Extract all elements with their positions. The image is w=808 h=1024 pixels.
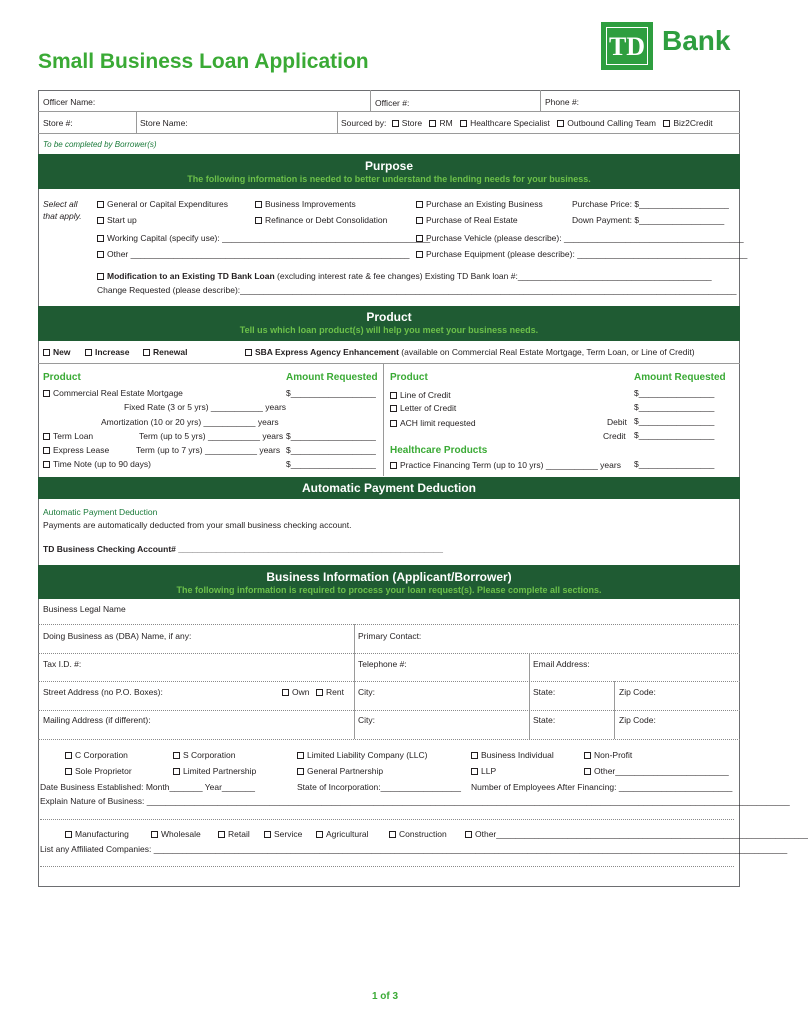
entity-general-partnership[interactable] [297, 766, 383, 776]
entity-individual[interactable] [471, 750, 554, 760]
mailing-zip-label: Zip Code: [619, 715, 656, 725]
type-increase[interactable] [85, 347, 130, 357]
dba-label: Doing Business as (DBA) Name, if any: [43, 631, 192, 641]
industry-service[interactable] [264, 829, 302, 839]
rent-label: Rent [326, 687, 344, 697]
fixed-rate-field[interactable]: Fixed Rate (3 or 5 yrs) ___________ years [124, 402, 287, 412]
refinance-label: Refinance or Debt Consolidation [265, 215, 388, 225]
service-checkbox[interactable] [264, 831, 271, 838]
sourced-by-label: Sourced by: [341, 118, 387, 128]
letter-of-credit[interactable] [390, 403, 456, 413]
sourced-by [341, 118, 713, 128]
ach-limit[interactable] [390, 418, 476, 428]
service-label: Service [274, 829, 303, 839]
employees-field[interactable]: Number of Employees After Financing: ________________________ [471, 782, 733, 792]
purpose-modification[interactable] [97, 271, 712, 281]
auto-payment-header [38, 477, 740, 499]
purpose-equipment[interactable] [416, 249, 747, 259]
entity-other-checkbox[interactable] [584, 768, 591, 775]
purpose-improvements[interactable] [255, 199, 356, 209]
purpose-vehicle[interactable] [416, 233, 744, 243]
entity-nonprofit[interactable] [584, 750, 632, 760]
zip-label: Zip Code: [619, 687, 656, 697]
page-title: Small Business Loan Application [38, 50, 369, 73]
primary-contact-label: Primary Contact: [358, 631, 422, 641]
individual-label: Business Individual [481, 750, 554, 760]
debit-amount-field[interactable]: $________________ [634, 416, 715, 426]
source-rm-checkbox[interactable] [429, 120, 436, 127]
nonprofit-checkbox[interactable] [584, 752, 591, 759]
practice-checkbox[interactable] [390, 462, 397, 469]
s-corp-label: S Corporation [183, 750, 236, 760]
industry-manufacturing[interactable] [65, 829, 129, 839]
industry-other-label: Other__________________________________________________________________ [475, 829, 808, 839]
s-corp-checkbox[interactable] [173, 752, 180, 759]
entity-limited-partnership[interactable] [173, 766, 256, 776]
business-info-subtitle: The following information is required to process your loan request(s). Please complete all sections. [176, 585, 602, 595]
mailing-city-label: City: [358, 715, 375, 725]
source-rm-label: RM [439, 118, 453, 128]
entity-s-corp[interactable] [173, 750, 235, 760]
manufacturing-checkbox[interactable] [65, 831, 72, 838]
wholesale-label: Wholesale [161, 829, 201, 839]
cre-label: Commercial Real Estate Mortgage [53, 388, 183, 398]
type-new[interactable] [43, 347, 70, 357]
c-corp-checkbox[interactable] [65, 752, 72, 759]
product-header [38, 306, 740, 341]
own-option[interactable] [282, 687, 309, 697]
time-note-label: Time Note (up to 90 days) [53, 459, 151, 469]
mailing-label: Mailing Address (if different): [43, 715, 151, 725]
auto-payment-subhead: Automatic Payment Deduction [43, 507, 158, 517]
entity-llc[interactable] [297, 750, 427, 760]
real-estate-checkbox[interactable] [416, 217, 423, 224]
entity-sole-prop[interactable] [65, 766, 132, 776]
other-label: Other ___________________________________________________________ [107, 249, 410, 259]
industry-agricultural[interactable] [316, 829, 369, 839]
source-outbound-label: Outbound Calling Team [567, 118, 656, 128]
line-of-credit[interactable] [390, 390, 451, 400]
purpose-working-capital[interactable] [97, 233, 430, 243]
modification-checkbox[interactable] [97, 273, 104, 280]
llc-label: Limited Liability Company (LLC) [307, 750, 428, 760]
type-renewal[interactable] [143, 347, 188, 357]
express-lease-amount-field[interactable]: $__________________ [286, 445, 376, 455]
own-checkbox[interactable] [282, 689, 289, 696]
source-healthcare-checkbox[interactable] [460, 120, 467, 127]
cre-mortgage[interactable] [43, 388, 183, 398]
construction-label: Construction [399, 829, 447, 839]
express-lease-checkbox[interactable] [43, 447, 50, 454]
practice-amount-field[interactable]: $________________ [634, 459, 715, 469]
real-estate-label: Purchase of Real Estate [426, 215, 518, 225]
llc-checkbox[interactable] [297, 752, 304, 759]
modification-label: Modification to an Existing TD Bank Loan [107, 271, 275, 281]
officer-number-label: Officer #: [375, 98, 410, 108]
amortization-field[interactable]: Amortization (10 or 20 yrs) ___________ years [101, 417, 279, 427]
term-loan[interactable] [43, 431, 93, 441]
borrower-note: To be completed by Borrower(s) [43, 140, 157, 149]
officer-name-label: Officer Name: [43, 97, 96, 107]
purpose-real-estate[interactable] [416, 215, 518, 225]
startup-checkbox[interactable] [97, 217, 104, 224]
agricultural-label: Agricultural [326, 829, 369, 839]
td-logo-mark: TD [606, 27, 648, 65]
purpose-subtitle: The following information is needed to better understand the lending needs for your business. [187, 174, 591, 184]
debit-label: Debit [607, 417, 627, 427]
equipment-label: Purchase Equipment (please describe): ____________________________________ [426, 249, 748, 259]
llp-label: LLP [481, 766, 497, 776]
telephone-label: Telephone #: [358, 659, 407, 669]
affiliated-companies-field[interactable]: List any Affiliated Companies: ______________________________________________________________________________________________________________________________________ [40, 844, 788, 854]
own-label: Own [292, 687, 310, 697]
purpose-refinance[interactable] [255, 215, 387, 225]
express-lease[interactable] [43, 445, 109, 455]
loc-checkbox[interactable] [390, 392, 397, 399]
general-partnership-label: General Partnership [307, 766, 384, 776]
retail-label: Retail [228, 829, 250, 839]
sba-label: SBA Express Agency Enhancement [255, 347, 399, 357]
limited-partnership-checkbox[interactable] [173, 768, 180, 775]
cre-amount-field[interactable]: $__________________ [286, 388, 376, 398]
equipment-checkbox[interactable] [416, 251, 423, 258]
letter-label: Letter of Credit [400, 403, 457, 413]
city-label: City: [358, 687, 375, 697]
legal-name-label: Business Legal Name [43, 604, 126, 614]
time-note[interactable] [43, 459, 151, 469]
entity-other[interactable] [584, 766, 729, 776]
vehicle-checkbox[interactable] [416, 235, 423, 242]
general-label: General or Capital Expenditures [107, 199, 228, 209]
email-label: Email Address: [533, 659, 590, 669]
purpose-general[interactable] [97, 199, 228, 209]
product-column-head-2: Product [390, 372, 428, 383]
retail-checkbox[interactable] [218, 831, 225, 838]
industry-other[interactable] [465, 829, 808, 839]
limited-partnership-label: Limited Partnership [183, 766, 257, 776]
business-info-title: Business Information (Applicant/Borrower) [266, 570, 512, 584]
letter-amount-field[interactable]: $________________ [634, 402, 715, 412]
purpose-other[interactable] [97, 249, 410, 259]
change-requested-field[interactable]: Change Requested (please describe):_________________________________________________________________________________________________________ [97, 285, 737, 295]
credit-label: Credit [603, 431, 626, 441]
source-store-label: Store [401, 118, 423, 128]
renewal-label: Renewal [153, 347, 188, 357]
store-number-label: Store #: [43, 118, 73, 128]
source-outbound-checkbox[interactable] [557, 120, 564, 127]
general-checkbox[interactable] [97, 201, 104, 208]
manufacturing-label: Manufacturing [75, 829, 129, 839]
new-label: New [53, 347, 71, 357]
nonprofit-label: Non-Profit [594, 750, 633, 760]
amount-column-head-2: Amount Requested [634, 372, 726, 383]
agricultural-checkbox[interactable] [316, 831, 323, 838]
state-incorp-field[interactable]: State of Incorporation:_________________ [297, 782, 461, 792]
ach-label: ACH limit requested [400, 418, 476, 428]
purpose-header [38, 154, 740, 189]
existing-business-label: Purchase an Existing Business [426, 199, 543, 209]
term-loan-term-field[interactable]: Term (up to 5 yrs) ___________ years [139, 431, 284, 441]
startup-label: Start up [107, 215, 137, 225]
express-lease-label: Express Lease [53, 445, 110, 455]
practice-label: Practice Financing Term (up to 10 yrs) ___________ years [400, 460, 621, 470]
wholesale-checkbox[interactable] [151, 831, 158, 838]
product-title: Product [366, 310, 412, 324]
source-biz2credit-label: Biz2Credit [673, 118, 713, 128]
amount-column-head: Amount Requested [286, 372, 378, 383]
working-capital-label: Working Capital (specify use): ____________________________________________ [107, 233, 431, 243]
page-number: 1 of 3 [371, 991, 399, 1002]
source-healthcare-label: Healthcare Specialist [470, 118, 550, 128]
term-loan-checkbox[interactable] [43, 433, 50, 440]
cre-checkbox[interactable] [43, 390, 50, 397]
phone-label: Phone #: [545, 97, 580, 107]
industry-retail[interactable] [218, 829, 250, 839]
industry-wholesale[interactable] [151, 829, 201, 839]
modification-detail: (excluding interest rate & fee changes) Existing TD Bank loan #:_________________________________________ [277, 271, 712, 281]
improvements-label: Business Improvements [265, 199, 356, 209]
source-biz2credit-checkbox[interactable] [663, 120, 670, 127]
general-partnership-checkbox[interactable] [297, 768, 304, 775]
loc-amount-field[interactable]: $________________ [634, 388, 715, 398]
nature-of-business-field[interactable]: Explain Nature of Business: ________________________________________________________________________________________________________________________________________ [40, 796, 790, 806]
select-all-1: Select all [43, 199, 78, 209]
entity-other-label: Other________________________ [594, 766, 729, 776]
practice-financing[interactable] [390, 460, 621, 470]
sba-detail: (available on Commercial Real Estate Mortgage, Term Loan, or Line of Credit) [401, 347, 695, 357]
working-capital-checkbox[interactable] [97, 235, 104, 242]
business-info-header [38, 565, 740, 599]
state-label: State: [533, 687, 556, 697]
construction-checkbox[interactable] [389, 831, 396, 838]
rent-option[interactable] [316, 687, 344, 697]
c-corp-label: C Corporation [75, 750, 128, 760]
sba-checkbox[interactable] [245, 349, 252, 356]
store-name-label: Store Name: [140, 118, 188, 128]
source-store-checkbox[interactable] [392, 120, 399, 127]
sba-express[interactable] [245, 347, 695, 357]
time-note-amount-field[interactable]: $__________________ [286, 459, 376, 469]
product-column-head: Product [43, 372, 81, 383]
healthcare-head: Healthcare Products [390, 445, 488, 456]
auto-payment-title: Automatic Payment Deduction [301, 481, 477, 495]
renewal-checkbox[interactable] [143, 349, 150, 356]
sole-prop-label: Sole Proprietor [75, 766, 132, 776]
existing-business-checkbox[interactable] [416, 201, 423, 208]
entity-c-corp[interactable] [65, 750, 128, 760]
td-logo [601, 22, 653, 70]
other-checkbox[interactable] [97, 251, 104, 258]
industry-other-checkbox[interactable] [465, 831, 472, 838]
express-lease-term-field[interactable]: Term (up to 7 yrs) ___________ years [136, 445, 281, 455]
credit-amount-field[interactable]: $________________ [634, 430, 715, 440]
purpose-existing-business[interactable] [416, 199, 543, 209]
letter-checkbox[interactable] [390, 405, 397, 412]
purpose-startup[interactable] [97, 215, 137, 225]
product-subtitle: Tell us which loan product(s) will help you meet your business needs. [239, 325, 539, 335]
street-label: Street Address (no P.O. Boxes): [43, 687, 163, 697]
new-checkbox[interactable] [43, 349, 50, 356]
improvements-checkbox[interactable] [255, 201, 262, 208]
mailing-state-label: State: [533, 715, 556, 725]
tax-id-label: Tax I.D. #: [43, 659, 82, 669]
rent-checkbox[interactable] [316, 689, 323, 696]
time-note-checkbox[interactable] [43, 461, 50, 468]
checking-account-field[interactable]: TD Business Checking Account# ________________________________________________________ [43, 544, 443, 554]
entity-llp[interactable] [471, 766, 496, 776]
select-all-2: that apply. [43, 211, 82, 221]
increase-label: Increase [95, 347, 130, 357]
term-loan-amount-field[interactable]: $__________________ [286, 431, 376, 441]
llp-checkbox[interactable] [471, 768, 478, 775]
bank-wordmark: Bank [662, 25, 731, 56]
individual-checkbox[interactable] [471, 752, 478, 759]
refinance-checkbox[interactable] [255, 217, 262, 224]
date-established-field[interactable]: Date Business Established: Month_______ Year_______ [40, 782, 256, 792]
term-loan-label: Term Loan [53, 431, 94, 441]
industry-construction[interactable] [389, 829, 447, 839]
vehicle-label: Purchase Vehicle (please describe): ______________________________________ [426, 233, 744, 243]
sole-prop-checkbox[interactable] [65, 768, 72, 775]
ach-checkbox[interactable] [390, 420, 397, 427]
purpose-title: Purpose [364, 159, 413, 173]
purchase-price-field[interactable]: Purchase Price: $___________________ [572, 199, 729, 209]
auto-payment-text: Payments are automatically deducted from your small business checking account. [43, 520, 352, 530]
down-payment-field[interactable]: Down Payment: $__________________ [572, 215, 725, 225]
increase-checkbox[interactable] [85, 349, 92, 356]
loc-label: Line of Credit [400, 390, 451, 400]
